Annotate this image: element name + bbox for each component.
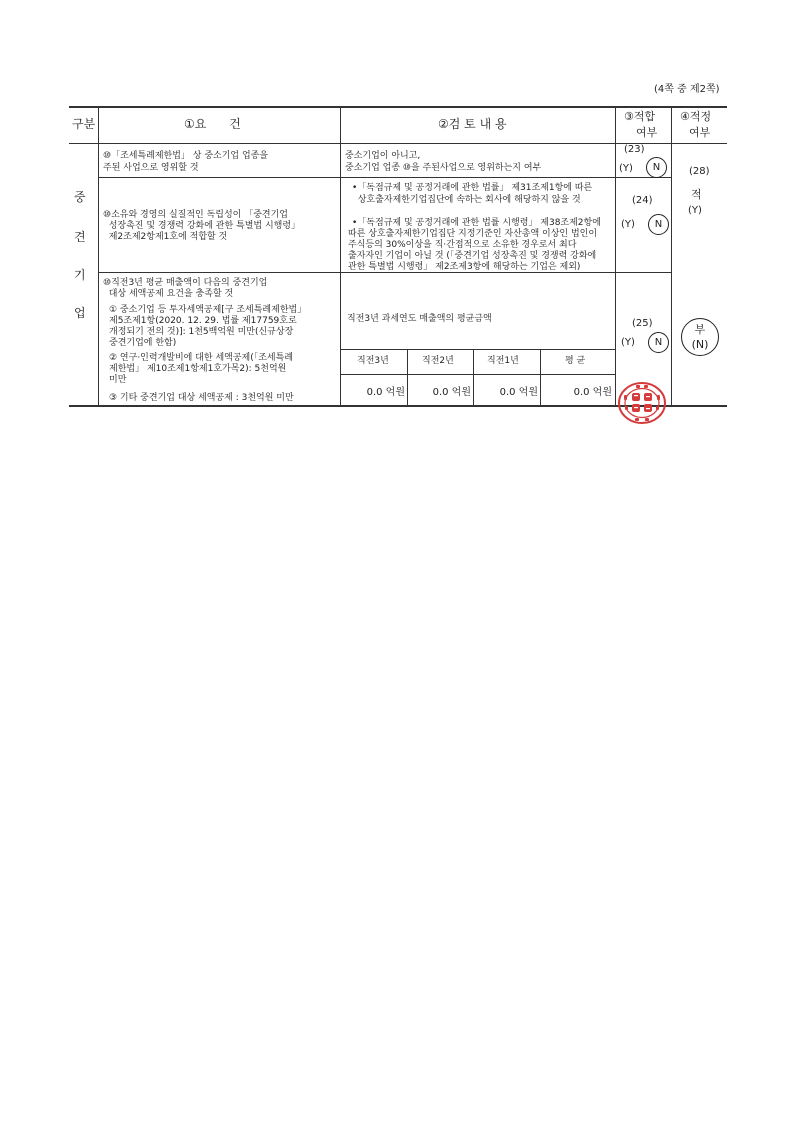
row3-req-item2: ② 연구·인력개발비에 대한 세액공제(「조세특례 — [109, 353, 294, 363]
row2-review-a-line: 상호출자제한기업집단에 속하는 회사에 해당하지 않을 것 — [352, 195, 581, 205]
row3-review-title: 직전3년 과세연도 매출액의 평균금액 — [347, 314, 492, 324]
row3-req-item1: 제5조제1항(2020. 12. 29. 법률 제17759호로 — [109, 316, 297, 326]
row2-review-b-line: 출자자인 기업이 아닐 것 (「중견기업 성장촉진 및 경쟁력 강화에 — [348, 251, 597, 261]
header-review: ②검 토 내 용 — [438, 117, 507, 131]
sales-header-1yr: 직전1년 — [487, 356, 519, 366]
row3-req-item2: 제한법」 제10조제1항제1호가목2): 5천억원 — [109, 364, 287, 374]
final-unfit-label: 부 — [694, 323, 706, 336]
row2-review-b-line: 주식등의 30%이상을 직·간접적으로 소유한 경우로서 최다 — [348, 240, 577, 250]
seal-stamp — [617, 381, 667, 425]
row1-item-number: (23) — [624, 144, 645, 155]
row2-review-b-line: •「독점규제 및 공정거래에 관한 법률 시행령」 제38조제2항에 — [352, 218, 601, 228]
row1-no-selected: N — [646, 157, 667, 178]
row2-review-b-line: 관한 특별법 시행령」 제2조제3항에 해당하는 기업은 제외) — [348, 262, 581, 272]
category-char: 견 — [74, 230, 86, 244]
row1-review-line: 중소기업이 아니고, — [345, 151, 421, 161]
header-final-line1: ④적정 — [680, 110, 712, 123]
category-char: 중 — [74, 190, 86, 204]
header-fit-line2: 여부 — [636, 126, 658, 139]
final-fit-label: 적 — [691, 188, 702, 201]
row3-req-item1: 개정되기 전의 것)]: 1천5백억원 미만(신규상장 — [109, 327, 294, 337]
sales-header-2yr: 직전2년 — [422, 356, 454, 366]
final-item-number: (28) — [689, 166, 710, 177]
row2-req-line: 제2조제2항제1호에 적합할 것 — [103, 232, 228, 242]
row3-req-title: ⑩직전3년 평균 매출액이 다음의 중견기업 — [103, 278, 268, 288]
sales-value-avg: 0.0 억원 — [573, 387, 612, 398]
sales-value-2yr: 0.0 억원 — [432, 387, 471, 398]
row2-no-selected: N — [648, 214, 669, 235]
row1-req-line: ⑩「조세특례제한법」 상 중소기업 업종을 — [103, 151, 269, 161]
header-final-line2: 여부 — [689, 126, 711, 139]
row2-review-a-line: •「독점규제 및 공정거래에 관한 법률」 제31조제1항에 따른 — [352, 183, 593, 193]
row3-item-number: (25) — [632, 318, 653, 329]
row2-review-b-line: 따른 상호출자제한기업집단 지정기준인 자산총액 이상인 법인이 — [348, 229, 598, 239]
sales-value-1yr: 0.0 억원 — [499, 387, 538, 398]
sales-header-avg: 평 균 — [565, 356, 586, 366]
sales-header-3yr: 직전3년 — [357, 356, 389, 366]
row3-req-title: 대상 세액공제 요건을 충족할 것 — [103, 289, 234, 299]
row3-yes-option: (Y) — [621, 337, 635, 348]
sales-value-3yr: 0.0 억원 — [366, 387, 405, 398]
final-unfit-n: (N) — [691, 338, 709, 351]
final-unfit-selected — [681, 318, 719, 356]
row3-req-item1: 중견기업에 한함) — [109, 338, 177, 348]
category-char: 기 — [74, 268, 86, 282]
row2-req-line: ⑩소유와 경영의 실질적인 독립성이 「중견기업 — [103, 210, 289, 220]
row2-req-line: 성장촉진 및 경쟁력 강화에 관한 특별법 시행령」 — [103, 221, 301, 231]
row1-req-line: 주된 사업으로 영위할 것 — [103, 163, 199, 173]
header-fit-line1: ③적합 — [624, 110, 656, 123]
header-category: 구분 — [72, 117, 96, 131]
header-requirement: ①요 건 — [184, 117, 241, 131]
row3-req-item2: 미만 — [109, 375, 127, 385]
row1-yes-option: (Y) — [619, 163, 633, 174]
row1-review-line: 중소기업 업종 ⑩을 주된사업으로 영위하는지 여부 — [345, 163, 542, 173]
row3-no-selected: N — [648, 332, 669, 353]
final-fit-y: (Y) — [688, 205, 702, 216]
row3-req-item3: ③ 기타 중견기업 대상 세액공제 : 3천억원 미만 — [109, 393, 294, 403]
row3-req-item1: ① 중소기업 등 투자세액공제[구 조세특례제한법」 — [109, 305, 307, 315]
category-char: 업 — [74, 306, 86, 320]
page-label: (4쪽 중 제2쪽) — [654, 84, 720, 95]
row2-yes-option: (Y) — [621, 219, 635, 230]
row2-item-number: (24) — [632, 195, 653, 206]
